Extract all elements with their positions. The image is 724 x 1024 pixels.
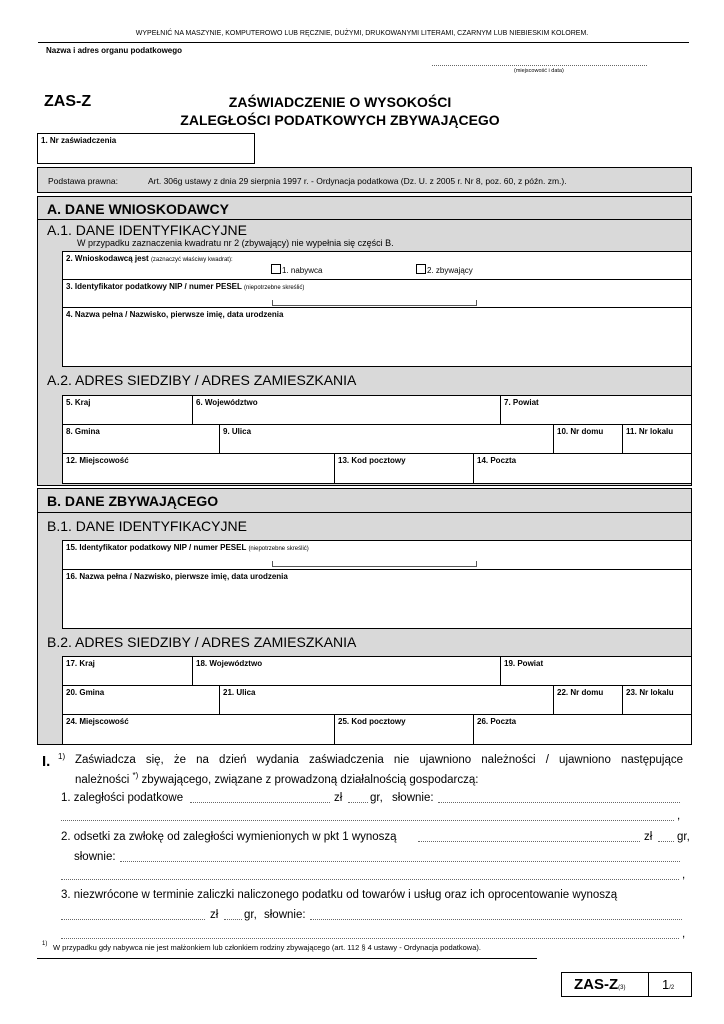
f6-voivodeship[interactable]: 6. Województwo [192,395,501,425]
f13-postal-code[interactable]: 13. Kod pocztowy [334,453,474,484]
item3-zl-field[interactable] [61,919,205,920]
cert-text-line1: Zaświadcza się, że na dzień wydania zaświadczenia nie ujawniono należności / ujawniono następujące [75,754,683,766]
item2-words-field[interactable] [120,861,680,862]
f8-commune[interactable]: 8. Gmina [62,424,220,454]
item1-zl: zł [334,792,343,804]
option-seller[interactable]: 2. zbywający [416,264,473,275]
comma: , [682,869,686,881]
f16-full-name[interactable]: 16. Nazwa pełna / Nazwisko, pierwsze imię, data urodzenia [62,569,692,629]
f7-county[interactable]: 7. Powiat [500,395,692,425]
divider [37,512,692,513]
f21-street[interactable]: 21. Ulica [219,685,554,715]
cert-sup: 1) [58,752,66,761]
top-rule [38,42,689,43]
f19-county[interactable]: 19. Powiat [500,656,692,686]
f25-postal-code[interactable]: 25. Kod pocztowy [334,714,474,745]
checkbox-buyer[interactable] [271,264,281,274]
f11-flat-no[interactable]: 11. Nr lokalu [622,424,692,454]
place-date-line[interactable] [432,60,647,66]
b1-title: B.1. DANE IDENTYFIKACYJNE [47,518,247,534]
item2-zl: zł [644,831,653,843]
divider [37,958,537,959]
section-a-title: A. DANE WNIOSKODAWCY [47,201,229,217]
f12-city[interactable]: 12. Miejscowość [62,453,335,484]
f26-post-office[interactable]: 26. Poczta [473,714,692,745]
item1-zl-field[interactable] [190,802,330,803]
cert-roman: I. [42,753,51,770]
fill-instruction: WYPEŁNIĆ NA MASZYNIE, KOMPUTEROWO LUB RĘCZNIE, DUŻYMI, DRUKOWANYMI LITERAMI, CZARNYM LUB NIEBIESKIM KOLOREM. [135,30,589,37]
item1-words-field[interactable] [438,802,680,803]
cert-text-line2: należności *) zbywającego, związane z prowadzoną działalnością gospodarczą: [75,771,479,786]
item2-gr-field[interactable] [658,841,674,842]
item3-gr-field[interactable] [224,919,242,920]
footnote: W przypadku gdy nabywca nie jest małżonkiem lub członkiem rodziny zbywającego (art. 112 § 4 ustawy - Ordynacja podatkowa). [53,943,481,952]
nip-comb-b[interactable] [272,561,477,567]
item3-words-line2[interactable] [61,938,679,939]
item1-gr-field[interactable] [348,802,368,803]
item1-label: 1. zaległości podatkowe [61,792,184,804]
legal-basis-text: Art. 306g ustawy z dnia 29 sierpnia 1997 r. - Ordynacja podatkowa (Dz. U. z 2005 r. Nr 8, poz. 60, z późn. zm.). [148,176,567,186]
form-code: ZAS-Z [44,93,92,110]
cert-number-field[interactable]: 1. Nr zaświadczenia [37,133,255,164]
legal-basis-label: Podstawa prawna: [48,176,118,186]
item2-words-line2[interactable] [61,879,679,880]
place-date-label: (miejscowość i data) [514,68,564,74]
a2-title: A.2. ADRES SIEDZIBY / ADRES ZAMIESZKANIA [47,372,357,388]
checkbox-seller[interactable] [416,264,426,274]
item1-gr: gr, [370,792,383,804]
f17-country[interactable]: 17. Kraj [62,656,193,686]
item1-words-line2[interactable] [61,820,674,821]
form-title-line2: ZALEGŁOŚCI PODATKOWYCH ZBYWAJĄCEGO [180,112,500,128]
section-b-title: B. DANE ZBYWAJĄCEGO [47,493,219,509]
item3-words-label: słownie: [264,909,306,921]
footer-code-box [561,972,692,997]
comma: , [677,810,681,822]
footer-page: 1/2 [662,977,675,992]
footnote-sup: 1) [42,941,48,947]
comma: , [682,928,686,940]
f10-house-no[interactable]: 10. Nr domu [553,424,623,454]
item3-gr: gr, [244,909,257,921]
f20-commune[interactable]: 20. Gmina [62,685,220,715]
legal-basis-box [37,167,692,193]
item3-zl: zł [210,909,219,921]
option-buyer[interactable]: 1. nabywca [271,264,322,275]
form-title-line1: ZAŚWIADCZENIE O WYSOKOŚCI [228,94,452,110]
item1-words-label: słownie: [392,792,434,804]
f3-nip-pesel[interactable]: 3. Identyfikator podatkowy NIP / numer PESEL (niepotrzebne skreślić) [62,279,692,308]
divider [37,219,692,220]
f4-full-name[interactable]: 4. Nazwa pełna / Nazwisko, pierwsze imię, data urodzenia [62,307,692,367]
f23-flat-no[interactable]: 23. Nr lokalu [622,685,692,715]
f18-voivodeship[interactable]: 18. Województwo [192,656,501,686]
f9-street[interactable]: 9. Ulica [219,424,554,454]
item2-zl-field[interactable] [418,841,640,842]
item2-gr: gr, [677,831,690,843]
item2-words-label: słownie: [74,851,116,863]
item3-words-field[interactable] [310,919,682,920]
item2-label: 2. odsetki za zwłokę od zaległości wymienionych w pkt 1 wynoszą [61,831,397,843]
f24-city[interactable]: 24. Miejscowość [62,714,335,745]
f5-country[interactable]: 5. Kraj [62,395,193,425]
a1-title: A.1. DANE IDENTYFIKACYJNE [47,222,247,238]
b2-title: B.2. ADRES SIEDZIBY / ADRES ZAMIESZKANIA [47,634,357,650]
f2-applicant-type: 2. Wnioskodawcą jest (zaznaczyć właściwy kwadrat): [62,251,692,280]
nip-comb-a[interactable] [272,300,477,306]
divider [648,973,649,996]
footer-code: ZAS-Z(3) [574,976,626,993]
f14-post-office[interactable]: 14. Poczta [473,453,692,484]
organ-label: Nazwa i adres organu podatkowego [46,46,183,55]
a1-note: W przypadku zaznaczenia kwadratu nr 2 (zbywający) nie wypełnia się części B. [77,238,394,248]
f22-house-no[interactable]: 22. Nr domu [553,685,623,715]
f15-nip-pesel[interactable]: 15. Identyfikator podatkowy NIP / numer PESEL (niepotrzebne skreślić) [62,540,692,570]
item3-label: 3. niezwrócone w terminie zaliczki naliczonego podatku od towarów i usług oraz ich oprocentowanie wynoszą [61,889,618,901]
